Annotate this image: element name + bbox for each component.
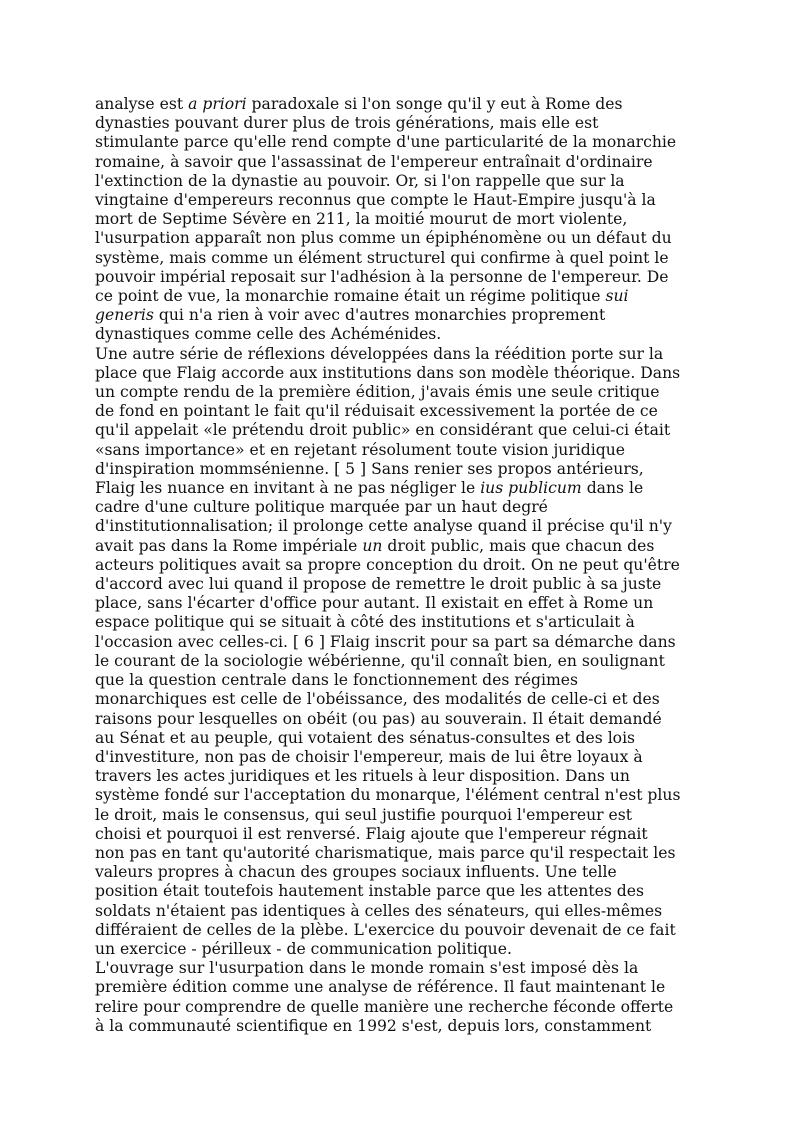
text-line <box>95 306 707 325</box>
text-segment: L'ouvrage sur l'usurpation dans le monde romain s'est imposé dès la <box>95 959 639 978</box>
text-line <box>95 806 707 825</box>
text-segment: qu'il appelait «le prétendu droit public» en considérant que celui-ci était <box>95 421 671 440</box>
text-segment: pouvoir impérial reposait sur l'adhésion à la personne de l'empereur. De <box>95 267 669 286</box>
text-segment: ce point de vue, la monarchie romaine était un régime politique <box>95 287 606 306</box>
text-line <box>95 287 707 306</box>
text-segment: le courant de la sociologie wébérienne, qu'il connaît bien, en soulignant <box>95 651 665 670</box>
text-segment: Flaig les nuance en invitant à ne pas négliger le <box>95 479 481 498</box>
text-line <box>95 786 707 805</box>
text-segment: soldats n'étaient pas identiques à celles des sénateurs, qui elles-mêmes <box>95 901 663 920</box>
text-segment: cadre d'une culture politique marquée par un haut degré <box>95 498 548 517</box>
text-line <box>95 921 707 940</box>
text-segment: relire pour comprendre de quelle manière une recherche féconde offerte <box>95 997 674 1016</box>
text-segment: romaine, à savoir que l'assassinat de l'empereur entraînait d'ordinaire <box>95 152 653 171</box>
text-segment: analyse est <box>95 95 189 113</box>
text-segment: l'occasion avec celles-ci. [ 6 ] Flaig inscrit pour sa part sa démarche dans <box>95 632 676 651</box>
italic-text-segment: un <box>362 536 383 555</box>
text-segment: droit public, mais que chacun des <box>382 536 655 555</box>
text-segment: monarchiques est celle de l'obéissance, des modalités de celle-ci et des <box>95 690 660 709</box>
text-line <box>95 229 707 248</box>
text-line <box>95 594 707 613</box>
text-line <box>95 460 707 479</box>
text-segment: que la question centrale dans le fonctionnement des régimes <box>95 671 579 690</box>
text-segment: choisi et pourquoi il est renversé. Flaig ajoute que l'empereur régnait <box>95 824 648 843</box>
text-segment: d'accord avec lui quand il propose de remettre le droit public à sa juste <box>95 575 662 594</box>
text-segment: d'investiture, non pas de choisir l'empereur, mais de lui être loyaux à <box>95 747 643 766</box>
text-segment: mort de Septime Sévère en 211, la moitié mourut de mort violente, <box>95 210 628 229</box>
text-line <box>95 114 707 133</box>
text-segment: qui n'a rien à voir avec d'autres monarchies proprement <box>153 306 606 325</box>
text-line <box>95 882 707 901</box>
paragraph <box>95 345 707 960</box>
text-line <box>95 652 707 671</box>
text-line <box>95 978 707 997</box>
text-segment: à la communauté scientifique en 1992 s'est, depuis lors, constamment <box>95 1016 652 1035</box>
text-line <box>95 959 707 978</box>
text-segment: raisons pour lesquelles on obéit (ou pas) au souverain. Il était demandé <box>95 709 662 728</box>
text-line <box>95 998 707 1017</box>
text-segment: l'usurpation apparaît non plus comme un épiphénomène ou un défaut du <box>95 229 672 248</box>
text-segment: dans le <box>581 479 644 498</box>
text-segment: acteurs politiques avait sa propre conception du droit. On ne peut qu'être <box>95 555 680 574</box>
text-line <box>95 767 707 786</box>
italic-text-segment: a priori <box>188 95 247 113</box>
text-line <box>95 498 707 517</box>
text-line <box>95 479 707 498</box>
text-segment: valeurs propres à chacun des groupes sociaux influents. Une telle <box>95 863 617 882</box>
text-line <box>95 633 707 652</box>
text-line <box>95 153 707 172</box>
text-segment: «sans importance» et en rejetant résolument toute vision juridique <box>95 440 626 459</box>
text-line <box>95 671 707 690</box>
text-segment: un exercice - périlleux - de communication politique. <box>95 939 512 958</box>
text-line <box>95 325 707 344</box>
text-segment: d'institutionnalisation; il prolonge cette analyse quand il précise qu'il n'y <box>95 517 672 536</box>
text-line <box>95 613 707 632</box>
text-segment: différaient de celles de la plèbe. L'exercice du pouvoir devenait de ce fait <box>95 920 676 939</box>
text-line <box>95 133 707 152</box>
text-line <box>95 729 707 748</box>
text-line <box>95 95 707 114</box>
text-segment: stimulante parce qu'elle rend compte d'une particularité de la monarchie <box>95 133 677 152</box>
text-line <box>95 825 707 844</box>
text-line <box>95 383 707 402</box>
text-segment: système, mais comme un élément structurel qui confirme à quel point le <box>95 248 669 267</box>
italic-text-segment: generis <box>95 306 154 325</box>
text-segment: avait pas dans la Rome impériale <box>95 536 363 555</box>
text-line <box>95 441 707 460</box>
text-segment: travers les actes juridiques et les rituels à leur disposition. Dans un <box>95 767 630 786</box>
text-line <box>95 863 707 882</box>
text-line <box>95 210 707 229</box>
text-line <box>95 710 707 729</box>
text-segment: l'extinction de la dynastie au pouvoir. Or, si l'on rappelle que sur la <box>95 171 625 190</box>
italic-text-segment: sui <box>605 287 629 306</box>
text-line <box>95 172 707 191</box>
text-segment: place que Flaig accorde aux institutions dans son modèle théorique. Dans <box>95 363 681 382</box>
paragraph <box>95 959 707 1036</box>
text-segment: système fondé sur l'acceptation du monarque, l'élément central n'est plus <box>95 786 681 805</box>
document-body <box>95 95 707 1036</box>
text-line <box>95 902 707 921</box>
text-segment: un compte rendu de la première édition, j'avais émis une seule critique <box>95 383 660 402</box>
text-segment: non pas en tant qu'autorité charismatique, mais parce qu'il respectait les <box>95 843 676 862</box>
text-line <box>95 249 707 268</box>
text-segment: espace politique qui se situait à côté des institutions et s'articulait à <box>95 613 635 632</box>
text-line <box>95 345 707 364</box>
text-segment: vingtaine d'empereurs reconnus que compte le Haut-Empire jusqu'à la <box>95 191 656 210</box>
text-segment: le droit, mais le consensus, qui seul justifie pourquoi l'empereur est <box>95 805 633 824</box>
text-line <box>95 690 707 709</box>
text-line <box>95 575 707 594</box>
text-line <box>95 421 707 440</box>
italic-text-segment: ius publicum <box>480 479 582 498</box>
text-line <box>95 537 707 556</box>
text-line <box>95 940 707 959</box>
text-segment: de fond en pointant le fait qu'il réduisait excessivement la portée de ce <box>95 402 658 421</box>
text-segment: au Sénat et au peuple, qui votaient des sénatus-consultes et des lois <box>95 728 636 747</box>
text-segment: d'inspiration mommsénienne. [ 5 ] Sans renier ses propos antérieurs, <box>95 459 644 478</box>
text-line <box>95 556 707 575</box>
text-line <box>95 191 707 210</box>
text-line <box>95 364 707 383</box>
text-line <box>95 1017 707 1036</box>
text-segment: dynasties pouvant durer plus de trois générations, mais elle est <box>95 114 599 133</box>
text-line <box>95 748 707 767</box>
text-segment: Une autre série de réflexions développées dans la réédition porte sur la <box>95 344 664 363</box>
text-segment: place, sans l'écarter d'office pour autant. Il existait en effet à Rome un <box>95 594 654 613</box>
text-line <box>95 844 707 863</box>
text-line <box>95 402 707 421</box>
paragraph <box>95 95 707 345</box>
text-line <box>95 268 707 287</box>
text-line <box>95 517 707 536</box>
text-segment: première édition comme une analyse de référence. Il faut maintenant le <box>95 978 666 997</box>
text-segment: dynastiques comme celle des Achéménides. <box>95 325 442 344</box>
text-segment: paradoxale si l'on songe qu'il y eut à Rome des <box>246 95 623 113</box>
text-segment: position était toutefois hautement instable parce que les attentes des <box>95 882 645 901</box>
